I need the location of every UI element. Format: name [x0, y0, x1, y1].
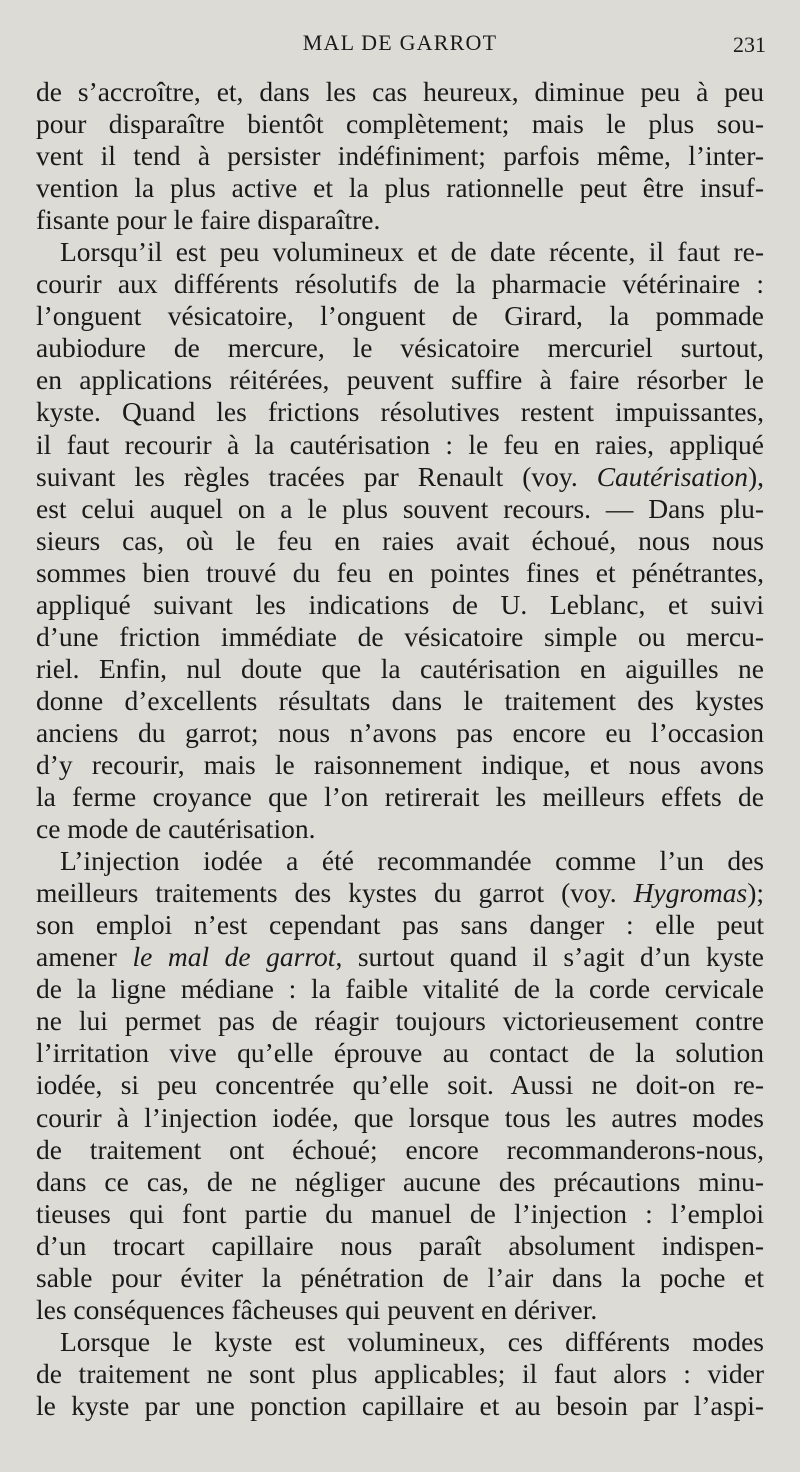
text-line: en applications réitérées, peuvent suffire à faire résorber le: [36, 364, 764, 396]
italic-term: Hygromas: [633, 877, 748, 909]
text-line: sieurs cas, où le feu en raies avait échoué, nous nous: [36, 524, 764, 556]
text-line: d’y recourir, mais le raisonnement indique, et nous avons: [36, 748, 764, 780]
text-line: courir à l’injection iodée, que lorsque tous les autres modes: [36, 1101, 764, 1133]
text-line: kyste. Quand les frictions résolutives restent impuissantes,: [36, 396, 764, 428]
text-segment: amener: [36, 941, 133, 973]
page-number: 231: [733, 32, 766, 57]
text-line: [36, 461, 764, 493]
text-line: de s’accroître, et, dans les cas heureux, diminue peu à peu: [36, 76, 764, 107]
text-line: l’onguent vésicatoire, l’onguent de Girard, la pommade: [36, 300, 764, 332]
text-line: ce mode de cautérisation.: [36, 813, 316, 845]
page-header: [0, 30, 800, 66]
text-line: vent il tend à persister indéfiniment; parfois même, l’inter-: [36, 140, 764, 172]
italic-term: le mal de garrot: [132, 941, 336, 973]
text-line: iodée, si peu concentrée qu’elle soit. Aussi ne doit-on re-: [36, 1069, 764, 1101]
text-line: la ferme croyance que l’on retirerait les meilleurs effets de: [36, 781, 764, 813]
text-line: ne lui permet pas de réagir toujours victorieusement contre: [36, 1005, 764, 1037]
text-line: l’irritation vive qu’elle éprouve au contact de la solution: [36, 1037, 764, 1069]
text-line: de traitement ont échoué; encore recommanderons-nous,: [36, 1133, 764, 1165]
text-line: donne d’excellents résultats dans le traitement des kystes: [36, 684, 764, 716]
text-line: dans ce cas, de ne négliger aucune des précautions minu-: [36, 1165, 764, 1197]
text-line: appliqué suivant les indications de U. Leblanc, et suivi: [36, 588, 764, 620]
text-line: vention la plus active et la plus rationnelle peut être insuf-: [36, 172, 764, 204]
text-line: il faut recourir à la cautérisation : le feu en raies, appliqué: [36, 428, 764, 460]
text-line: tieuses qui font partie du manuel de l’injection : l’emploi: [36, 1197, 764, 1229]
text-line: pour disparaître bientôt complètement; mais le plus sou-: [36, 108, 764, 140]
text-segment: meilleurs traitements des kystes du garrot (voy.: [36, 877, 634, 909]
text-line: anciens du garrot; nous n’avons pas encore eu l’occasion: [36, 716, 764, 748]
text-line: sable pour éviter la pénétration de l’air dans la poche et: [36, 1261, 764, 1293]
text-line: [36, 877, 764, 909]
text-line: les conséquences fâcheuses qui peuvent en dériver.: [36, 1293, 598, 1325]
running-title: MAL DE GARROT: [302, 30, 498, 55]
text-line: le kyste par une ponction capillaire et au besoin par l’aspi-: [36, 1389, 764, 1421]
text-line: fisante pour le faire disparaître.: [36, 204, 381, 236]
text-line: Lorsqu’il est peu volumineux et de date récente, il faut re-: [60, 236, 764, 268]
text-line: L’injection iodée a été recommandée comme l’un des: [60, 845, 764, 877]
text-line: d’un trocart capillaire nous paraît absolument indispen-: [36, 1229, 764, 1261]
text-line: de traitement ne sont plus applicables; il faut alors : vider: [36, 1357, 764, 1389]
body-text: [36, 76, 764, 1422]
text-line: [36, 941, 764, 973]
text-segment: , surtout quand il s’agit d’un kyste: [335, 941, 765, 973]
text-line: courir aux différents résolutifs de la pharmacie vétérinaire :: [36, 268, 764, 300]
italic-term: Cautérisation: [596, 460, 748, 492]
text-line: son emploi n’est cependant pas sans danger : elle peut: [36, 909, 764, 941]
text-segment: );: [747, 877, 764, 909]
text-line: de la ligne médiane : la faible vitalité de la corde cervicale: [36, 973, 764, 1005]
text-segment: ),: [747, 460, 764, 492]
text-line: d’une friction immédiate de vésicatoire simple ou mercu-: [36, 620, 764, 652]
text-line: sommes bien trouvé du feu en pointes fines et pénétrantes,: [36, 556, 764, 588]
text-line: aubiodure de mercure, le vésicatoire mercuriel surtout,: [36, 332, 764, 364]
text-line: Lorsque le kyste est volumineux, ces différents modes: [60, 1325, 764, 1357]
text-segment: suivant les règles tracées par Renault (voy.: [36, 460, 597, 492]
text-line: riel. Enfin, nul doute que la cautérisation en aiguilles ne: [36, 652, 764, 684]
text-line: est celui auquel on a le plus souvent recours. — Dans plu-: [36, 492, 764, 524]
